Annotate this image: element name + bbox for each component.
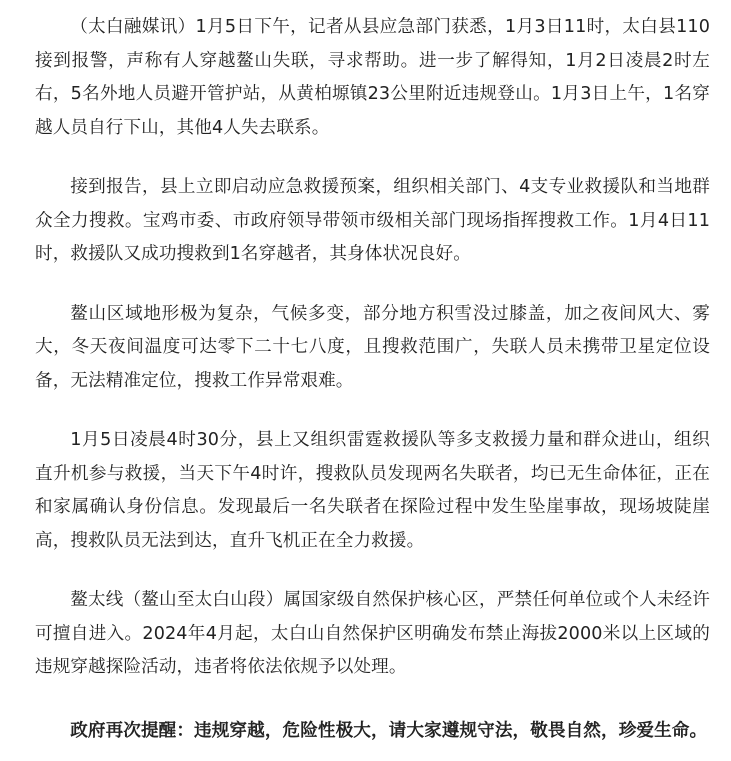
article-paragraph-response: 接到报告，县上立即启动应急救援预案，组织相关部门、4支专业救援队和当地群众全力搜救。宝鸡市委、市政府领导带领市级相关部门现场指挥搜救工作。1月4日11时，救援队又成功搜救到1名穿越者，其身体状况良好。 [35, 177, 710, 264]
government-reminder: 政府再次提醒：违规穿越，危险性极大，请大家遵规守法，敬畏自然，珍爱生命。 [70, 720, 708, 741]
article-paragraph-intro: （太白融媒讯）1月5日下午，记者从县应急部门获悉，1月3日11时，太白县110接到报警，声称有人穿越鳌山失联，寻求帮助。进一步了解得知，1月2日凌晨2时左右，5名外地人员避开管护站，从黄柏塬镇23公里附近违规登山。1月3日上午，1名穿越人员自行下山，其他4人失去联系。 [35, 17, 710, 138]
article-paragraph-regulation: 鳌太线（鳌山至太白山段）属国家级自然保护核心区，严禁任何单位或个人未经许可擅自进入。2024年4月起，太白山自然保护区明确发布禁止海拔2000米以上区域的违规穿越探险活动，违者将依法依规予以处理。 [35, 590, 710, 677]
article-paragraph-terrain: 鳌山区域地形极为复杂，气候多变，部分地方积雪没过膝盖，加之夜间风大、雾大，冬天夜间温度可达零下二十七八度，且搜救范围广，失联人员未携带卫星定位设备，无法精准定位，搜救工作异常艰难。 [35, 303, 710, 391]
article-paragraph-rescue: 1月5日凌晨4时30分，县上又组织雷霆救援队等多支救援力量和群众进山，组织直升机参与救援，当天下午4时许，搜救队员发现两名失联者，均已无生命体征，正在和家属确认身份信息。发现最后一名失联者在探险过程中发生坠崖事故，现场坡陡崖高，搜救队员无法到达，直升飞机正在全力救援。 [35, 430, 710, 551]
